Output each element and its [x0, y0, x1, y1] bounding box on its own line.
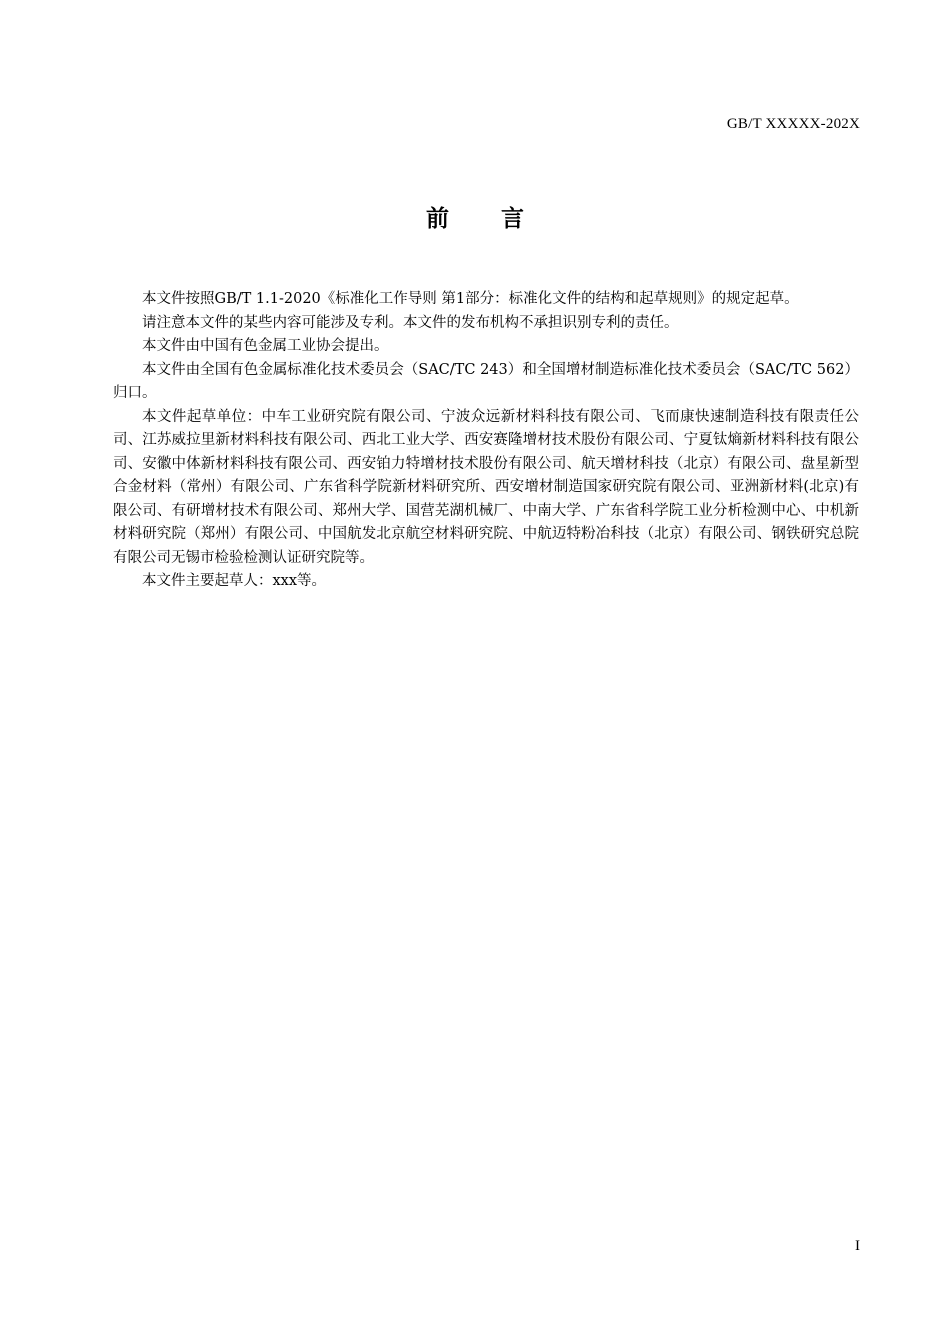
paragraph-drafting-units: 本文件起草单位：中车工业研究院有限公司、宁波众远新材料科技有限公司、飞而康快速制造科技有限责任公司、江苏威拉里新材料科技有限公司、西北工业大学、西安赛隆增材技术股份有限公司、宁夏钛熵新材料科技有限公司、安徽中体新材料科技有限公司、西安铂力特增材技术股份有限公司、航天增材科技（北京）有限公司、盘星新型合金材料（常州）有限公司、广东省科学院新材料研究所、西安增材制造国家研究院有限公司、亚洲新材料(北京)有限公司、有研增材技术有限公司、郑州大学、国营芜湖机械厂、中南大学、广东省科学院工业分析检测中心、中机新材料研究院（郑州）有限公司、中国航发北京航空材料研究院、中航迈特粉冶科技（北京）有限公司、钢铁研究总院有限公司无锡市检验检测认证研究院等。 [113, 408, 859, 566]
paragraph-drafters: 本文件主要起草人：xxx等。 [142, 573, 327, 589]
paragraph-jurisdiction: 本文件由全国有色金属标准化技术委员会（SAC/TC 243）和全国增材制造标准化技术委员会（SAC/TC 562）归口。 [113, 361, 859, 401]
paragraph-proposer: 本文件由中国有色金属工业协会提出。 [142, 338, 389, 354]
foreword-body [113, 288, 859, 594]
paragraph-drafting-rules: 本文件按照GB/T 1.1-2020《标准化工作导则 第1部分：标准化文件的结构和起草规则》的规定起草。 [142, 291, 799, 307]
page-number: I [855, 1238, 860, 1254]
paragraph-patent-notice: 请注意本文件的某些内容可能涉及专利。本文件的发布机构不承担识别专利的责任。 [142, 314, 679, 331]
page-title: 前言 [426, 206, 576, 232]
document-code: GB/T XXXXX-202X [726, 116, 860, 132]
